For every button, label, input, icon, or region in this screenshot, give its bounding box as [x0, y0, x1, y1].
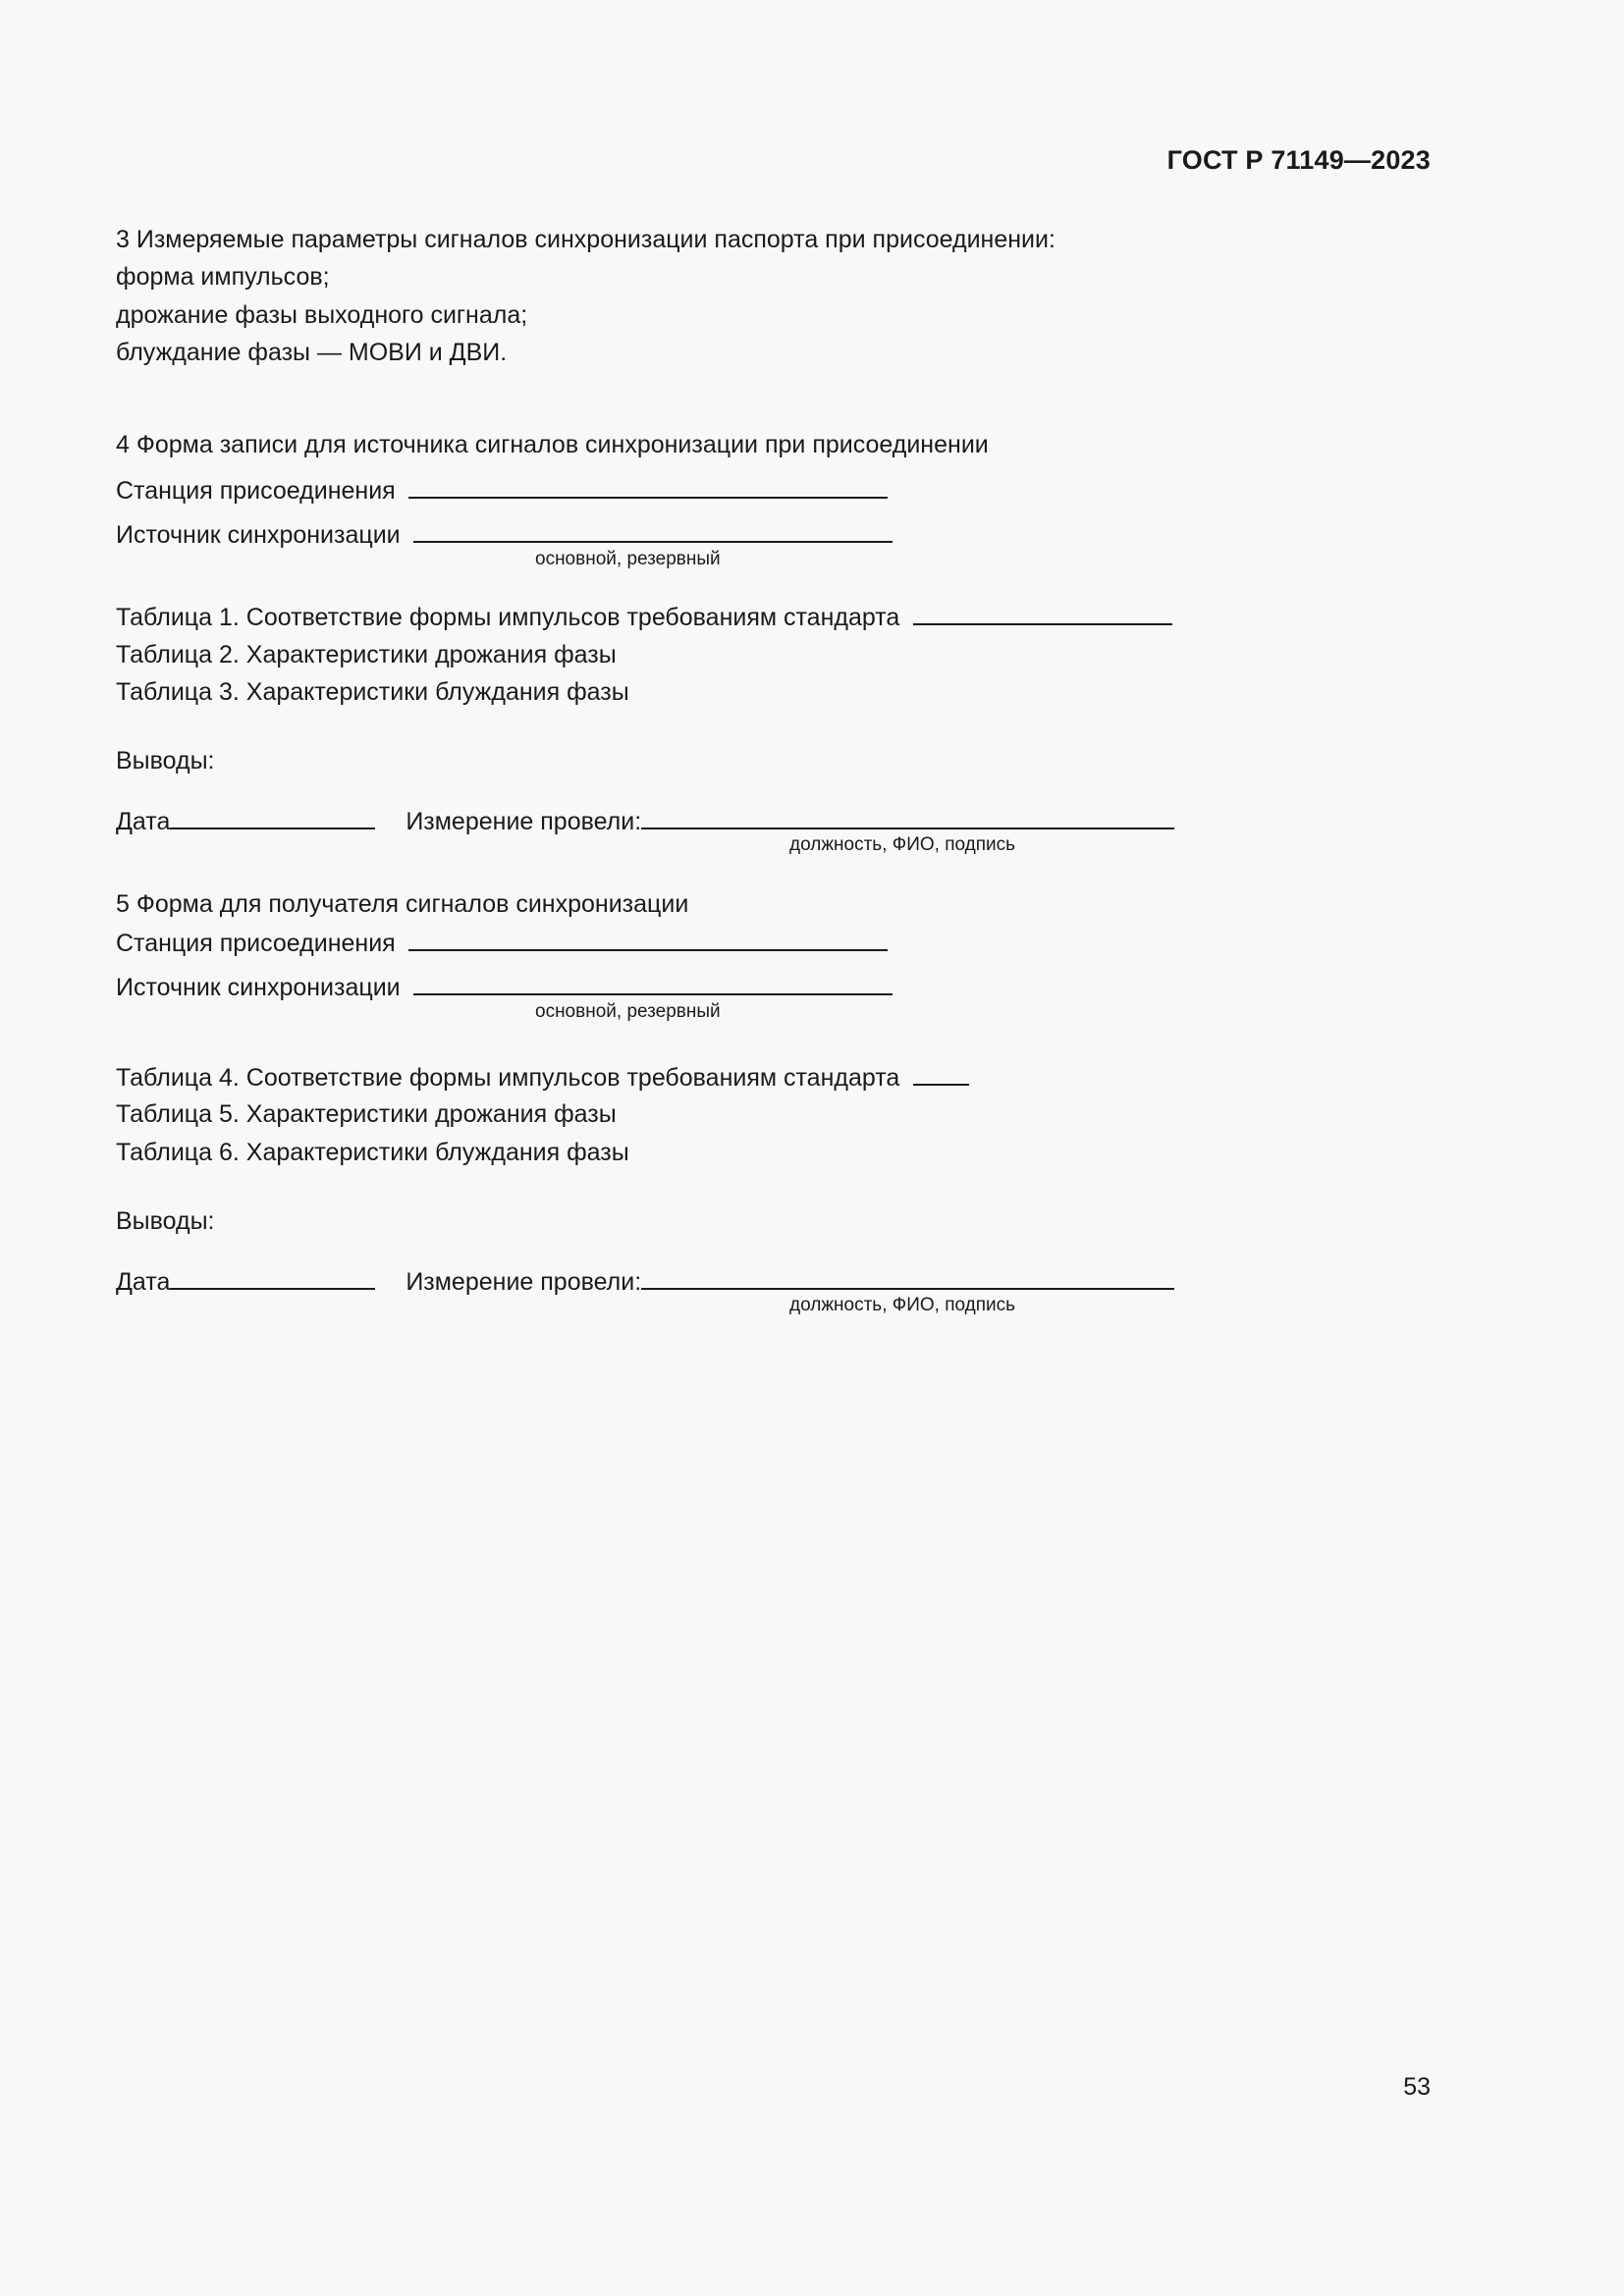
standard-designation: ГОСТ Р 71149—2023: [1166, 145, 1431, 175]
source-caption: основной, резервный: [535, 1001, 721, 1022]
section3-item: дрожание фазы выходного сигнала;: [116, 301, 528, 329]
section4-source-row: [116, 519, 893, 550]
station-field[interactable]: [408, 475, 888, 499]
signature-row: [116, 806, 1174, 836]
table-ref: Таблица 4. Соответствие формы импульсов требованиям стандарта: [116, 1064, 900, 1092]
station-field[interactable]: [408, 928, 888, 951]
table1-field[interactable]: [913, 602, 1172, 625]
measured-by-field[interactable]: [641, 1266, 1174, 1290]
table4-field[interactable]: [913, 1062, 969, 1086]
section3-item: форма импульсов;: [116, 263, 330, 291]
source-field[interactable]: [413, 972, 893, 995]
table-ref: Таблица 6. Характеристики блуждания фазы: [116, 1139, 629, 1166]
date-label: Дата: [116, 808, 171, 835]
date-label: Дата: [116, 1268, 171, 1296]
section3-item: блуждание фазы — МОВИ и ДВИ.: [116, 339, 508, 366]
section5-title: 5 Форма для получателя сигналов синхронизации: [116, 890, 689, 918]
signature-row: [116, 1266, 1174, 1297]
conclusions-label: Выводы:: [116, 747, 215, 774]
section5-station-row: [116, 928, 888, 958]
table-ref: Таблица 5. Характеристики дрожания фазы: [116, 1100, 617, 1128]
conclusions-label: Выводы:: [116, 1207, 215, 1235]
page-number: 53: [1403, 2073, 1431, 2101]
section5-source-row: [116, 972, 893, 1002]
station-label: Станция присоединения: [116, 930, 396, 957]
date-field[interactable]: [170, 806, 375, 829]
date-field[interactable]: [170, 1266, 375, 1290]
signature-caption: должность, ФИО, подпись: [789, 834, 1016, 855]
table-ref: Таблица 2. Характеристики дрожания фазы: [116, 641, 617, 668]
table-ref: Таблица 1. Соответствие формы импульсов требованиям стандарта: [116, 604, 900, 631]
station-label: Станция присоединения: [116, 477, 396, 505]
measured-by-label: Измерение провели:: [406, 808, 642, 835]
source-caption: основной, резервный: [535, 549, 721, 569]
source-field[interactable]: [413, 519, 893, 543]
section3-title: 3 Измеряемые параметры сигналов синхронизации паспорта при присоединении:: [116, 226, 1056, 253]
measured-by-label: Измерение провели:: [406, 1268, 642, 1296]
source-label: Источник синхронизации: [116, 521, 401, 549]
source-label: Источник синхронизации: [116, 974, 401, 1001]
section4-station-row: [116, 475, 888, 506]
signature-caption: должность, ФИО, подпись: [789, 1295, 1016, 1315]
section4-title: 4 Форма записи для источника сигналов синхронизации при присоединении: [116, 431, 989, 458]
measured-by-field[interactable]: [641, 806, 1174, 829]
table-ref-row: [116, 602, 1172, 632]
table-ref: Таблица 3. Характеристики блуждания фазы: [116, 678, 629, 706]
table-ref-row: [116, 1062, 969, 1093]
